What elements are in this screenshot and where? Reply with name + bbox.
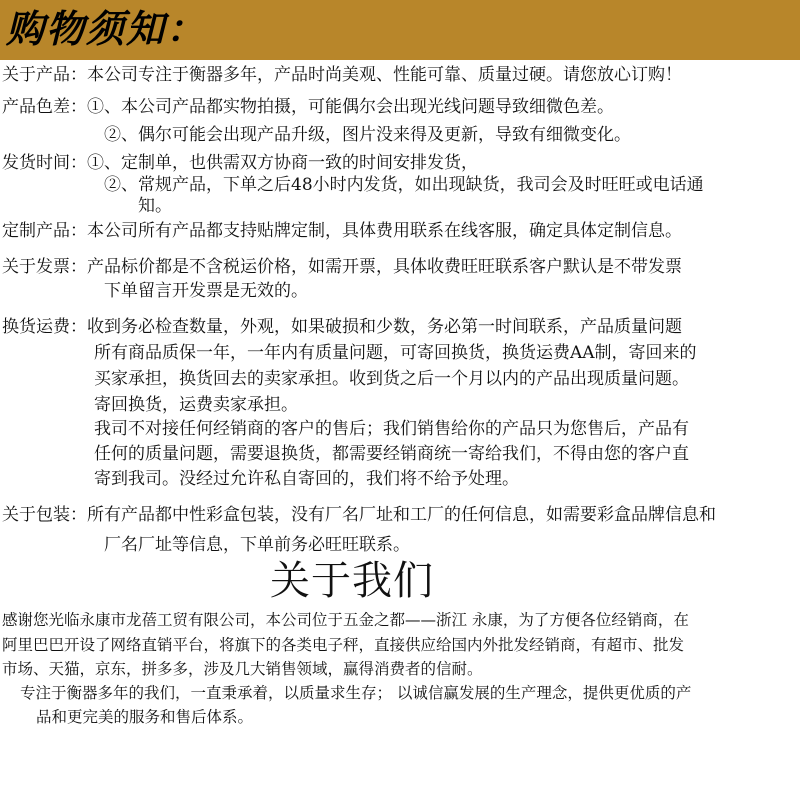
notice-exchange-6: 任何的质量问题，需要退换货，都需要经销商统一寄给我们，不得由您的客户直 — [94, 444, 689, 464]
notice-exchange-3: 买家承担，换货回去的卖家承担。收到货之后一个月以内的产品出现质量问题。 — [94, 369, 689, 389]
notice-exchange-5: 我司不对接任何经销商的客户的售后；我们销售给你的产品只为您售后，产品有 — [94, 419, 689, 439]
notice-invoice-1: 关于发票：产品标价都是不含税运价格，如需开票，具体收费旺旺联系客户默认是不带发票 — [2, 257, 682, 277]
about-line-4: 专注于衡器多年的我们，一直秉承着，以质量求生存； 以诚信赢发展的生产理念，提供更优质的产 — [20, 684, 692, 702]
notice-custom: 定制产品：本公司所有产品都支持贴牌定制，具体费用联系在线客服，确定具体定制信息。 — [2, 221, 682, 241]
notice-invoice-2: 下单留言开发票是无效的。 — [104, 281, 308, 301]
about-line-2: 阿里巴巴开设了网络直销平台，将旗下的各类电子秤，直接供应给国内外批发经销商，有超市、批发 — [2, 636, 685, 654]
notice-shipping-1: 发货时间：①、定制单，也供需双方协商一致的时间安排发货， — [2, 153, 478, 173]
notice-quality: 关于产品：本公司专注于衡器多年，产品时尚美观、性能可靠、质量过硬。请您放心订购！ — [2, 65, 682, 85]
notice-color-diff-2: ②、偶尔可能会出现产品升级，图片没来得及更新，导致有细微变化。 — [104, 125, 631, 145]
header-banner — [0, 0, 800, 60]
notice-exchange-7: 寄到我司。没经过允许私自寄回的，我们将不给予处理。 — [94, 469, 519, 489]
notice-shipping-3: 知。 — [138, 196, 172, 216]
notice-shipping-2: ②、常规产品，下单之后48小时内发货，如出现缺货，我司会及时旺旺或电话通 — [104, 175, 704, 195]
about-line-3: 市场、天猫，京东，拼多多，涉及几大销售领域，赢得消费者的信耐。 — [2, 660, 483, 678]
notice-packaging-2: 厂名厂址等信息，下单前务必旺旺联系。 — [104, 535, 410, 555]
about-line-1: 感谢您光临永康市龙蓓工贸有限公司，本公司位于五金之都——浙江 永康，为了方便各位经销商，在 — [2, 611, 689, 629]
about-us-title: 关于我们 — [270, 558, 434, 604]
notice-exchange-4: 寄回换货，运费卖家承担。 — [94, 395, 298, 415]
banner-title: 购物须知： — [6, 6, 207, 51]
notice-exchange-1: 换货运费：收到务必检查数量，外观，如果破损和少数，务必第一时间联系，产品质量问题 — [2, 317, 682, 337]
about-line-5: 品和更完美的服务和售后体系。 — [36, 708, 254, 726]
notice-exchange-2: 所有商品质保一年，一年内有质量问题，可寄回换货，换货运费AA制，寄回来的 — [94, 343, 697, 363]
notice-color-diff-1: 产品色差：①、本公司产品都实物拍摄，可能偶尔会出现光线问题导致细微色差。 — [2, 97, 614, 117]
notice-packaging-1: 关于包装：所有产品都中性彩盒包装，没有厂名厂址和工厂的任何信息，如需要彩盒品牌信息和 — [2, 505, 716, 525]
